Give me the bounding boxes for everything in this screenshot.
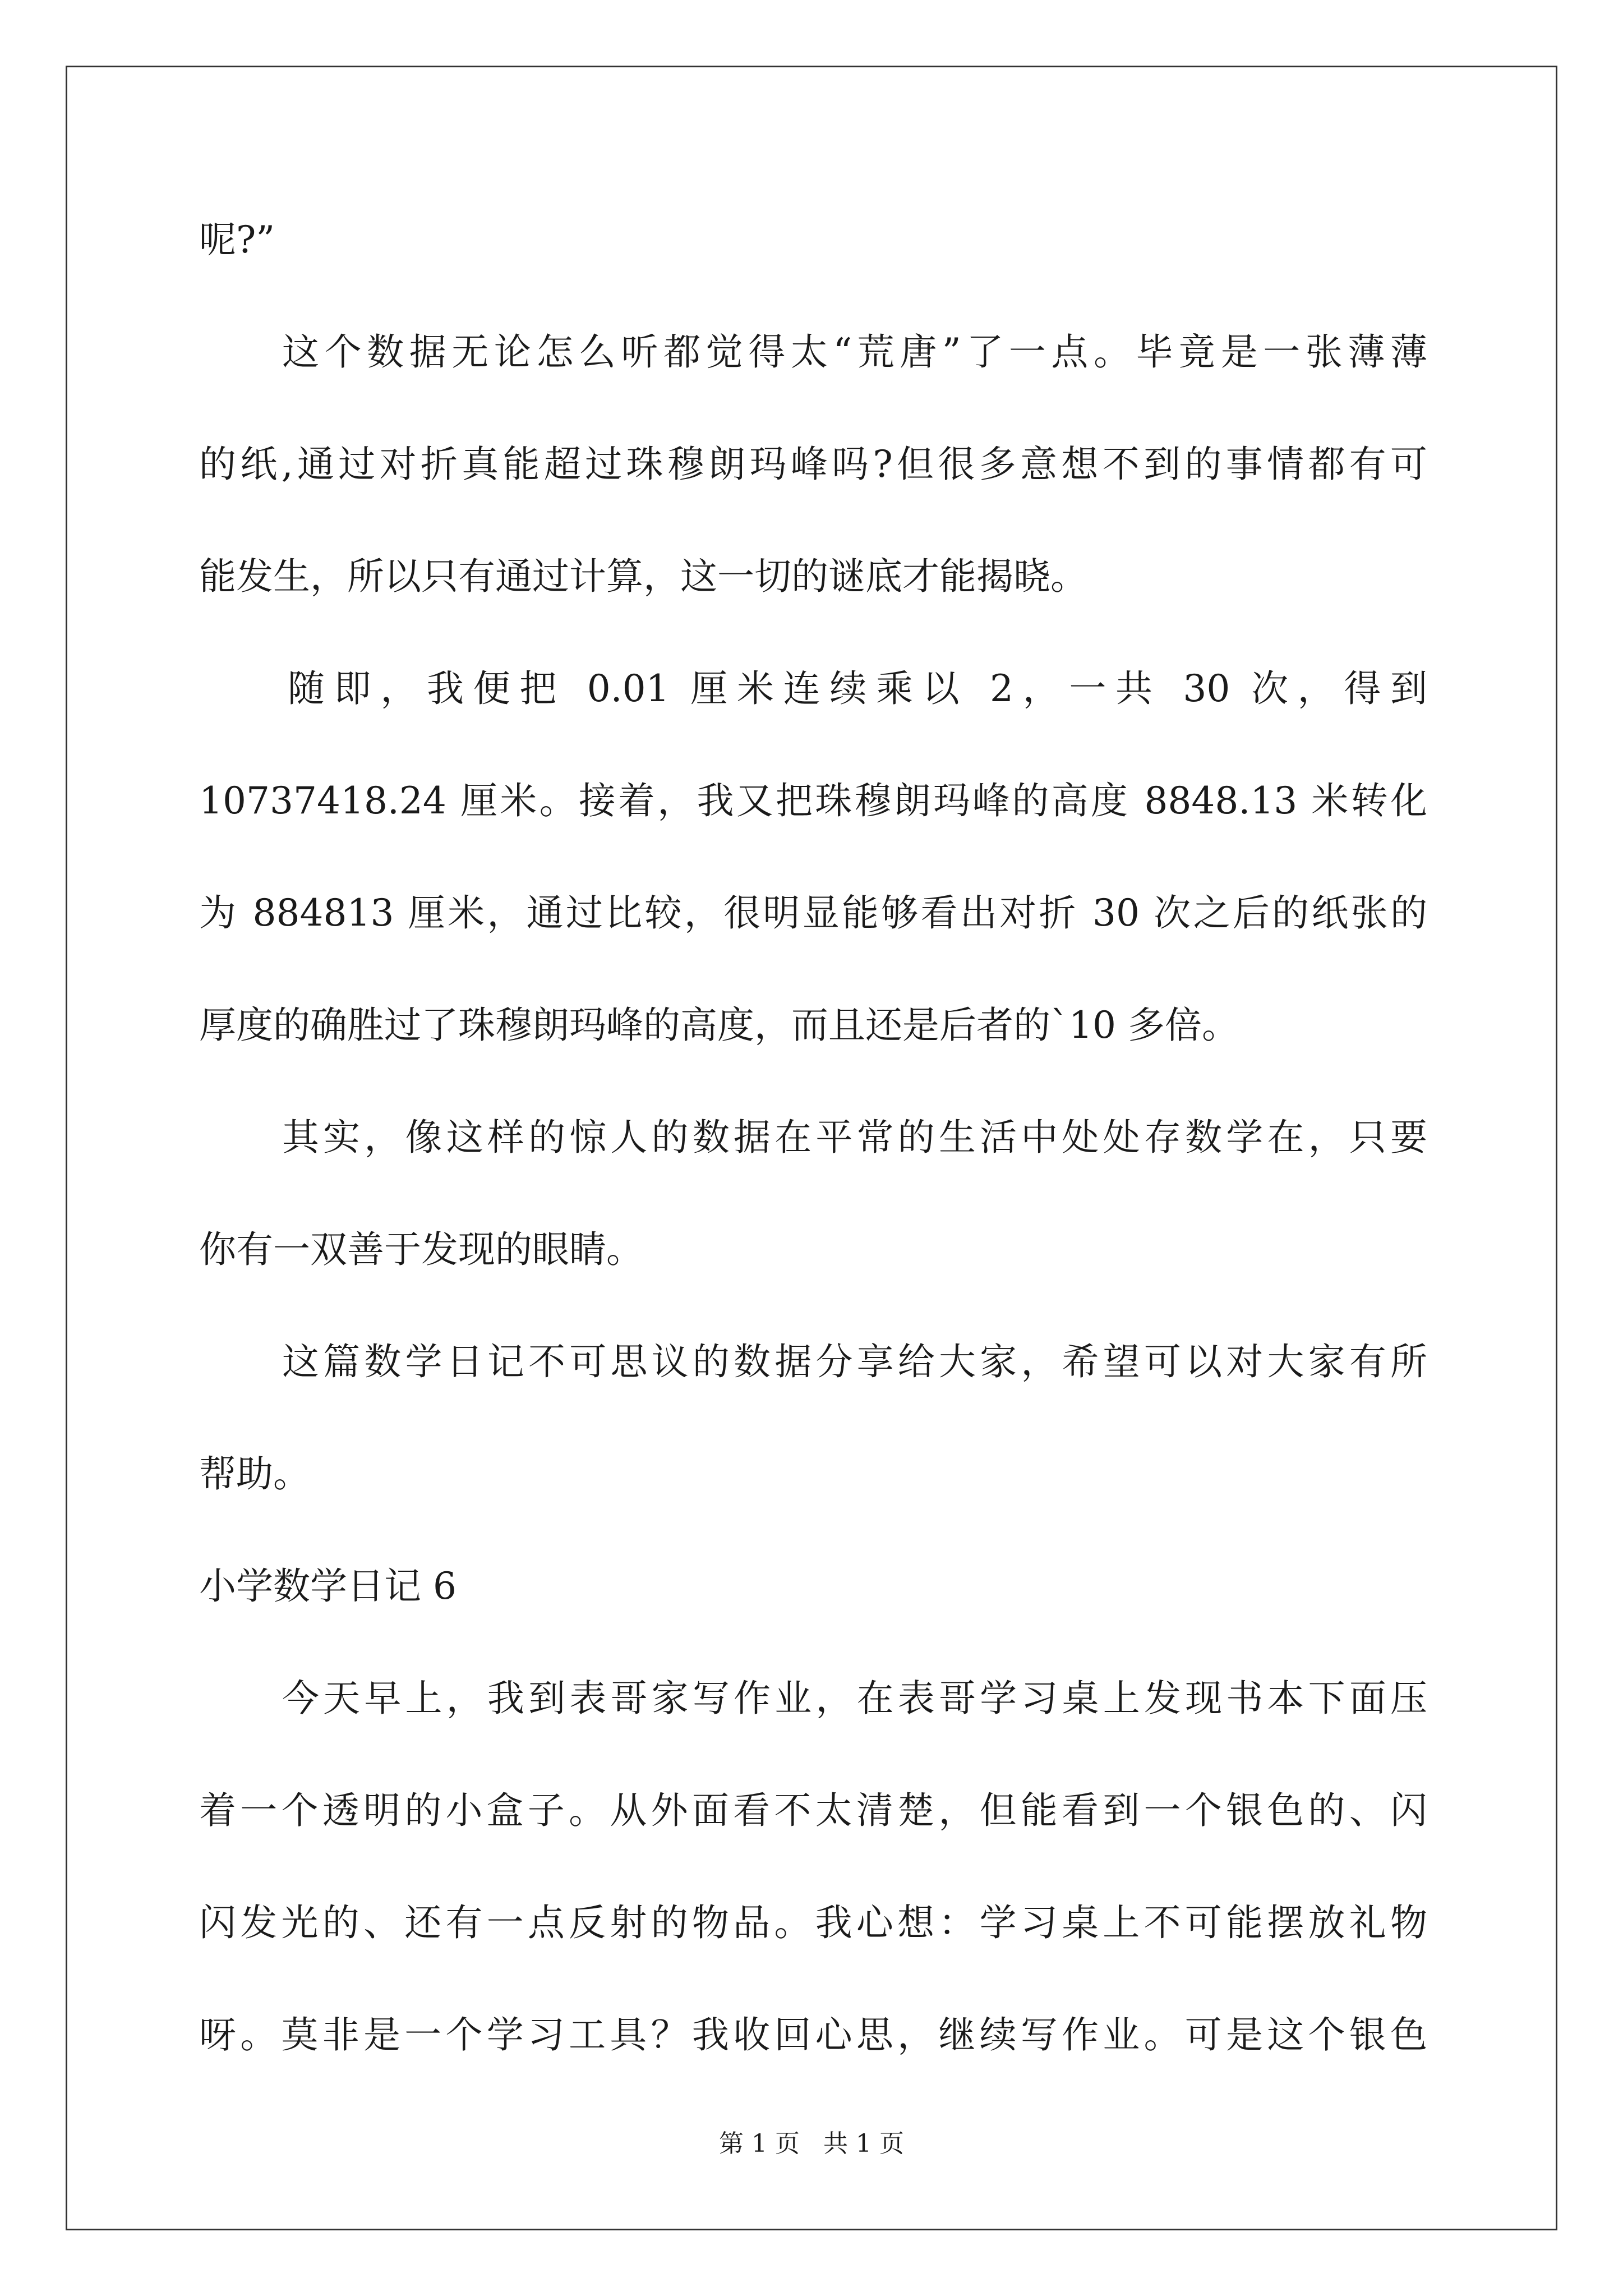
text-line: 为 884813 厘米，通过比较，很明显能够看出对折 30 次之后的纸张的 [199,891,1427,935]
text-line: 呀。莫非是一个学习工具？我收回心思，继续写作业。可是这个银色 [199,2013,1427,2056]
text-line: 呢?” [199,218,275,261]
paragraph-start-line: 这个数据无论怎么听都觉得太“荒唐”了一点。毕竟是一张薄薄 [282,330,1427,374]
text-line: 能发生，所以只有通过计算，这一切的谜底才能揭晓。 [199,555,1087,598]
text-line: 厚度的确胜过了珠穆朗玛峰的高度，而且还是后者的`10 多倍。 [199,1004,1239,1047]
paragraph-start-line: 今天早上，我到表哥家写作业，在表哥学习桌上发现书本下面压 [282,1677,1427,1720]
paragraph-start-line: 其实，像这样的惊人的数据在平常的生活中处处存数学在，只要 [282,1116,1427,1159]
page-footer [0,2129,1623,2158]
text-line: 闪发光的、还有一点反射的物品。我心想：学习桌上不可能摆放礼物 [199,1901,1427,1944]
paragraph-start-line: 随即，我便把 0.01 厘米连续乘以 2，一共 30 次，得到 [288,667,1427,710]
section-heading: 小学数学日记 6 [199,1565,457,1608]
text-line: 10737418.24 厘米。接着，我又把珠穆朗玛峰的高度 8848.13 米转化 [199,779,1427,822]
page-total: 共 1 页 [823,2129,904,2158]
text-line: 着一个透明的小盒子。从外面看不太清楚，但能看到一个银色的、闪 [199,1789,1427,1832]
text-line: 你有一双善于发现的眼睛。 [199,1228,643,1271]
paragraph-start-line: 这篇数学日记不可思议的数据分享给大家，希望可以对大家有所 [282,1340,1427,1383]
page-number: 第 1 页 [719,2129,800,2158]
text-line: 的纸,通过对折真能超过珠穆朗玛峰吗?但很多意想不到的事情都有可 [199,443,1427,486]
text-line: 帮助。 [199,1452,310,1496]
